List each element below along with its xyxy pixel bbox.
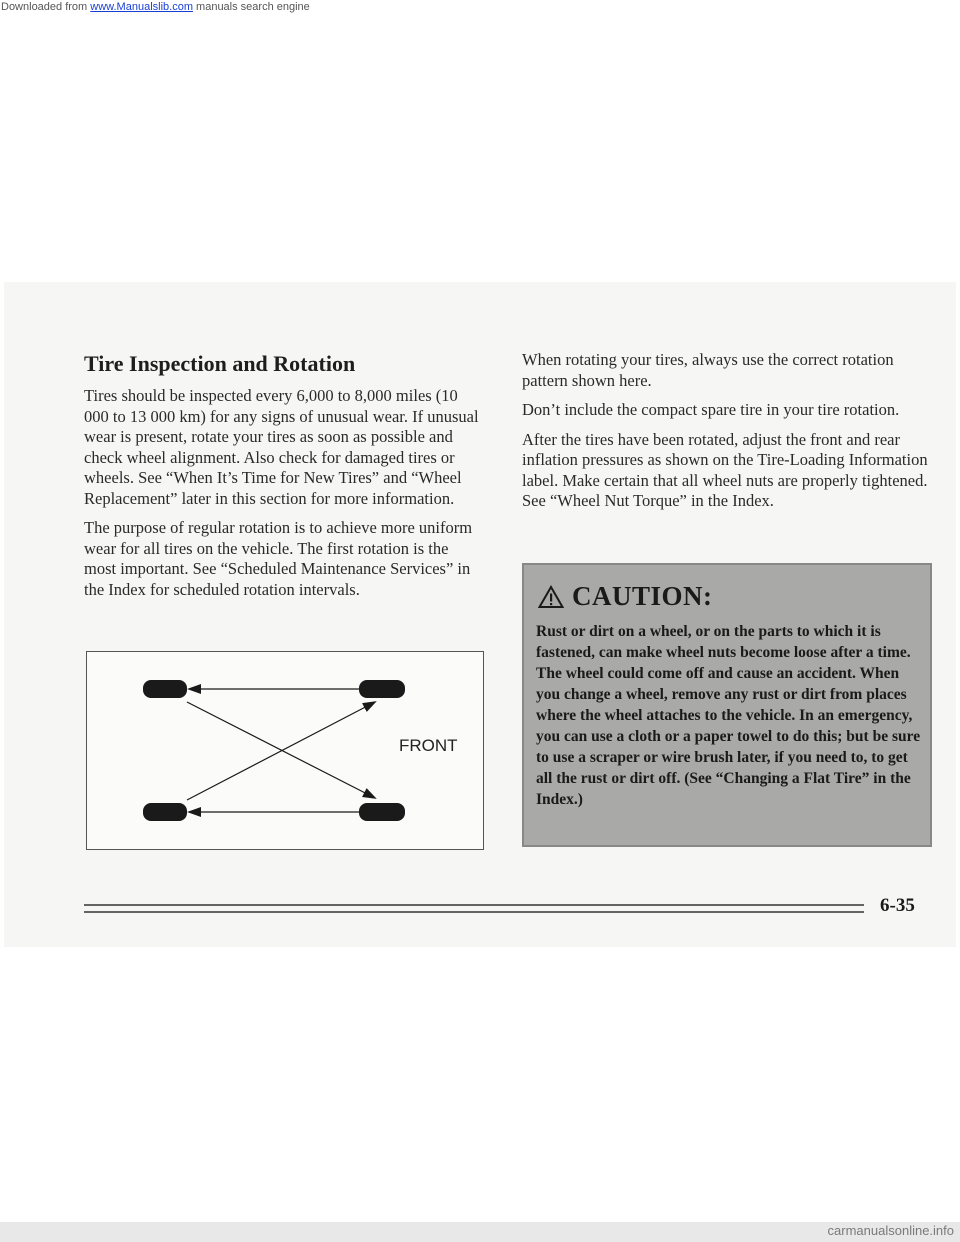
tire-icon-front-right <box>359 803 405 821</box>
warning-triangle-icon <box>538 585 564 609</box>
banner-prefix: Downloaded from <box>1 1 91 13</box>
tire-rotation-diagram <box>86 651 484 850</box>
page-number: 6-35 <box>880 895 915 916</box>
tire-icon-front-left <box>359 680 405 698</box>
right-column <box>522 350 932 521</box>
inflation-paragraph: After the tires have been rotated, adjust the front and rear inflation pressures as shown on the Tire-Loading Information label. Make certain that all wheel nuts are properly tightened. See “Wheel Nut Torque” in the Index. <box>522 429 928 510</box>
section-title: Tire Inspection and Rotation <box>84 351 356 376</box>
rotation-purpose-paragraph: The purpose of regular rotation is to achieve more uniform wear for all tires on the vehicle. The first rotation is the most important. See “Scheduled Maintenance Services” in the Index for scheduled rotation intervals. <box>84 518 473 599</box>
left-column <box>84 350 484 609</box>
spare-tire-paragraph: Don’t include the compact spare tire in your tire rotation. <box>522 400 900 419</box>
tire-icon-rear-right <box>143 803 187 821</box>
correct-pattern-paragraph: When rotating your tires, always use the correct rotation pattern shown here. <box>522 350 894 390</box>
caution-box <box>522 563 932 847</box>
caution-header <box>538 581 713 612</box>
banner-suffix: manuals search engine <box>192 1 310 13</box>
caution-title: CAUTION: <box>572 581 713 611</box>
tire-icon-rear-left <box>143 680 187 698</box>
download-banner <box>0 0 960 16</box>
footer-rules <box>84 902 864 916</box>
bottom-banner <box>0 1222 960 1242</box>
front-label: FRONT <box>399 736 458 755</box>
manualslib-link[interactable]: www.Manualslib.com <box>90 1 193 13</box>
caution-text: Rust or dirt on a wheel, or on the parts to which it is fastened, can make wheel nuts become loose after a time. The wheel could come off and cause an accident. When you change a wheel, remove any rust or dirt from places where the wheel attaches to the vehicle. In an emergency, you can use a cloth or a paper towel to do this; but be sure to use a scraper or wire brush later, if you need to, to get all the rust or dirt off. (See “Changing a Flat Tire” in the Index.) <box>536 623 921 808</box>
watermark: carmanualsonline.info <box>827 1223 954 1238</box>
inspection-paragraph: Tires should be inspected every 6,000 to 8,000 miles (10 000 to 13 000 km) for any signs of unusual wear. If unusual wear is present, rotate your tires as soon as possible and check wheel alignment. Also check for damaged tires or wheels. See “When It’s Time for New Tires” and “Wheel Replacement” later in this section for more information. <box>84 386 479 508</box>
